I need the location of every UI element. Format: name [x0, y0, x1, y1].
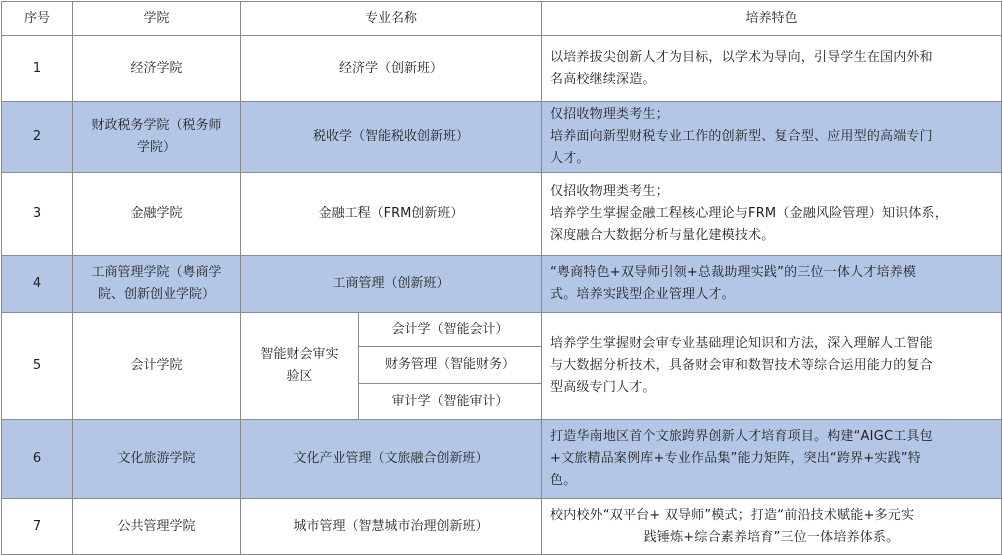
college-line: 院、创新创业学院）	[97, 287, 215, 302]
major-cell: 城市管理（智慧城市治理创新班）	[241, 499, 542, 555]
college-cell: 文化旅游学院	[73, 420, 241, 499]
feature-cell	[542, 173, 1002, 256]
row-number: 1	[2, 36, 73, 102]
college-cell	[73, 256, 241, 313]
table-row	[2, 313, 1002, 347]
college-cell: 金融学院	[73, 173, 241, 256]
college-cell	[73, 102, 241, 173]
feature-line: “粤商特色+双导师引领+总裁助理实践”的三位一体人才培养模	[550, 265, 917, 280]
feature-line: 式。培养实践型企业管理人才。	[550, 287, 735, 302]
majors-table	[1, 1, 1002, 555]
table-row	[2, 102, 1002, 173]
feature-cell	[542, 313, 1002, 420]
sub-major-cell: 财务管理（智能财务）	[359, 347, 542, 384]
feature-line: 培养学生掌握财会审专业基础理论知识和方法，深入理解人工智能	[550, 336, 933, 351]
feature-line: 型高级专门人才。	[550, 380, 656, 395]
feature-line: 人才。	[550, 151, 590, 166]
table-row	[2, 420, 1002, 499]
major-group-cell	[241, 313, 359, 420]
major-cell: 文化产业管理（文旅融合创新班）	[241, 420, 542, 499]
college-line: 工商管理学院（粤商学	[91, 265, 222, 280]
feature-cell	[542, 499, 1002, 555]
major-cell: 金融工程（FRM创新班）	[241, 173, 542, 256]
row-number: 4	[2, 256, 73, 313]
major-cell: 税收学（智能税收创新班）	[241, 102, 542, 173]
major-cell: 工商管理（创新班）	[241, 256, 542, 313]
feature-cell	[542, 256, 1002, 313]
feature-line: 仅招收物理类考生；	[550, 107, 669, 122]
row-number: 7	[2, 499, 73, 555]
college-cell: 经济学院	[73, 36, 241, 102]
header-feature: 培养特色	[542, 2, 1002, 36]
feature-line: 以培养拔尖创新人才为目标，以学术为导向，引导学生在国内外和	[550, 49, 933, 65]
college-line: 财政税务学院（税务师	[91, 118, 222, 133]
feature-cell	[542, 102, 1002, 173]
feature-line: 名高校继续深造。	[550, 71, 656, 87]
feature-line: 打造华南地区首个文旅跨界创新人才培育项目。构建“AIGC工具包	[550, 429, 933, 444]
table-row	[2, 256, 1002, 313]
header-major: 专业名称	[241, 2, 542, 36]
header-number: 序号	[2, 2, 73, 36]
table-row	[2, 499, 1002, 555]
table-row	[2, 36, 1002, 102]
group-line: 验区	[286, 369, 313, 384]
feature-line: 仅招收物理类考生；	[550, 184, 669, 199]
college-cell: 会计学院	[73, 313, 241, 420]
sub-major-cell: 会计学（智能会计）	[359, 313, 542, 347]
college-line: 学院）	[136, 140, 176, 155]
feature-line: 培养学生掌握金融工程核心理论与FRM（金融风险管理）知识体系，	[550, 206, 948, 221]
feature-cell	[542, 36, 1002, 102]
feature-line: 与大数据分析技术，具备财会审和数智技术等综合运用能力的复合	[550, 358, 933, 373]
feature-line: 色。	[550, 473, 577, 488]
feature-line: 校内校外“双平台+ 双导师”模式；打造“前沿技术赋能+多元实	[550, 507, 915, 523]
sub-major-cell: 审计学（智能审计）	[359, 384, 542, 420]
table-header-row	[2, 2, 1002, 36]
table-row	[2, 173, 1002, 256]
feature-cell	[542, 420, 1002, 499]
major-cell: 经济学（创新班）	[241, 36, 542, 102]
college-cell: 公共管理学院	[73, 499, 241, 555]
feature-line: 践锤炼+综合素养培育”三位一体培养体系。	[643, 529, 900, 545]
row-number: 3	[2, 173, 73, 256]
group-line: 智能财会审实	[260, 347, 339, 362]
header-college: 学院	[73, 2, 241, 36]
feature-line: 深度融合大数据分析与量化建模技术。	[550, 228, 775, 243]
feature-line: +文旅精品案例库+专业作品集”能力矩阵，突出“跨界+实践”特	[550, 451, 921, 466]
feature-line: 培养面向新型财税专业工作的创新型、复合型、应用型的高端专门	[550, 129, 933, 144]
row-number: 5	[2, 313, 73, 420]
row-number: 2	[2, 102, 73, 173]
row-number: 6	[2, 420, 73, 499]
